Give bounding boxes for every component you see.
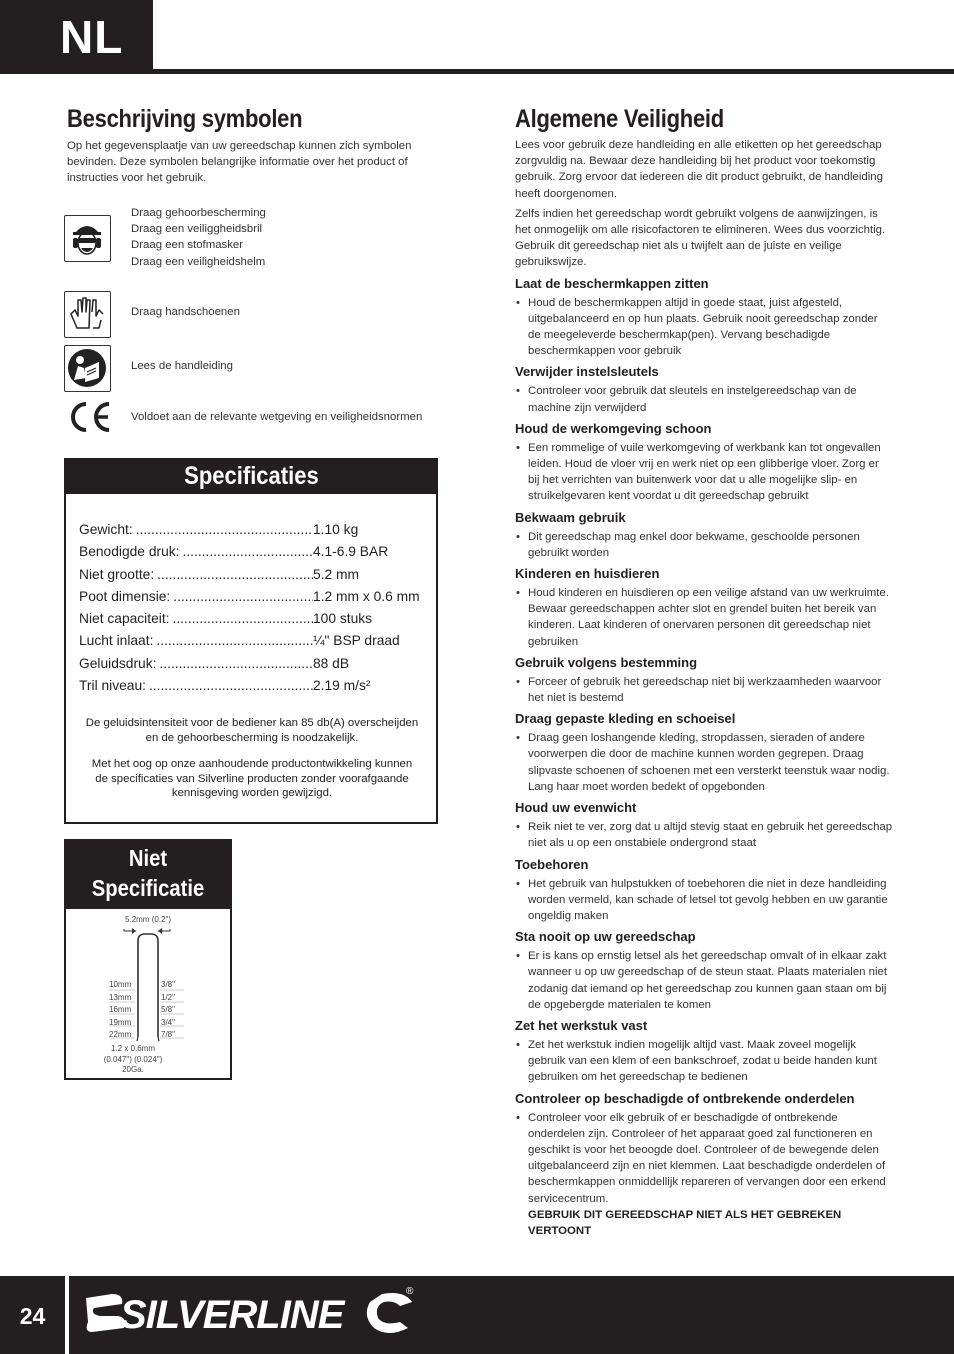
section-bullet: • Er is kans op ernstig letsel als het gereedschap omvalt of in elkaar zakt wanneer u op uw gereedschap of de steun staat. Plaats materialen niet zodanig dat iemand op het gereedschap zou kunnen gaan staan om bij de opgebergde materialen te komen	[515, 948, 893, 1013]
section-bullet: • Forceer of gebruik het gereedschap niet bij werkzaamheden waarvoor het niet is bestemd	[515, 674, 893, 706]
spec-row: Geluidsdruk: ..... 88 dB	[79, 653, 431, 675]
header-rule	[153, 69, 954, 74]
spec-row: Niet capaciteit: ..... 100 stuks	[79, 608, 431, 630]
section-bullet: • Zet het werkstuk indien mogelijk altijd vast. Maak zoveel mogelijk gebruik van een klem of een bankschroef, zodat u beide handen kunt gebruiken om het gereedschap te bedienen	[515, 1037, 893, 1086]
spec-row: Benodigde druk: ..... 4.1-6.9 BAR	[79, 541, 431, 563]
spec-row: Poot dimensie: ..... 1.2 mm x 0.6 mm	[79, 586, 431, 608]
safety-intro-2: Zelfs indien het gereedschap wordt gebruikt volgens de aanwijzingen, is het onmogelijk om alle risicofactoren te elimineren. Wees dus voorzichtig. Gebruik dit gereedschap niet als u twijfelt aan de juiste en veilige gebruikswijze.	[515, 207, 886, 269]
read-manual-icon	[64, 345, 111, 392]
ppe-head-icon	[64, 215, 111, 262]
section-bullet: • Het gebruik van hulpstukken of toebehoren die niet in deze handleiding worden vermeld, kan schade of letsel tot gevolg hebben en uw garantie ongeldig maken	[515, 876, 893, 925]
section-bullet: • Draag geen loshangende kleding, stropdassen, sieraden of andere voorwerpen die door de machine kunnen worden gegrepen. Draag slipvaste schoenen of schoenen met een versterkt teenstuk waar nodig. Lang haar moet worden bedekt of opgebonden	[515, 730, 893, 795]
section-bullet: • Houd de beschermkappen altijd in goede staat, juist afgesteld, uitgebalanceerd en op hun plaats. Gebruik nooit gereedschap zonder de meegeleverde beschermkap(pen). Vervang beschadigde beschermkappen voor gebruik	[515, 295, 893, 360]
specs-disclaimer: Met het oog op onze aanhoudende productontwikkeling kunnen de specificaties van Silverline producten zonder voorafgaande kennisgeving worden gewijzigd.	[91, 758, 413, 799]
symbol-ce-text: Voldoet aan de relevante wetgeving en veiligheidsnormen	[131, 411, 423, 423]
section-heading: Houd uw evenwicht	[515, 800, 637, 816]
spec-row: Niet grootte: ..... 5.2 mm	[79, 564, 431, 586]
symbols-intro: Op het gegevensplaatje van uw gereedschap kunnen zich symbolen bevinden. Deze symbolen belangrijke informatie over het product of instructies voor het gebruik.	[67, 140, 412, 185]
symbols-title: Beschrijving symbolen	[67, 105, 303, 133]
symbol-ppe-text: Draag gehoorbescherming Draag een veiliggheidsbril Draag een stofmasker Draag een veiligheidshelm	[131, 207, 266, 268]
gloves-icon	[64, 291, 111, 338]
section-bullet: • Een rommelige of vuile werkomgeving of werkbank kan tot ongevallen leiden. Houd de vloer vrij en werk niet op een glibberige vloer. Zorg er bij het verrichten van buitenwerk voor dat u alle mogelijke slip- en struikelgevaren kent voordat u dit gereedschap gebruikt	[515, 440, 893, 505]
section-heading: Gebruik volgens bestemming	[515, 654, 698, 670]
silverline-logo-mark	[82, 1284, 422, 1340]
page-number: 24	[0, 1276, 65, 1354]
safety-content	[515, 137, 893, 1239]
specs-title: Specificaties	[64, 458, 438, 494]
staple-dimensions: 1.2 x 0.6mm (0.047") (0.024") 20Ga.	[103, 1044, 163, 1074]
section-heading: Zet het werkstuk vast	[515, 1017, 648, 1033]
section-heading: Toebehoren	[515, 856, 589, 872]
section-bullet: • Controleer voor elk gebruik of er beschadigde of ontbrekende onderdelen zijn. Controleer of het apparaat goed zal functioneren en geschikt is voor het beoogde doel. Controleer of de bewegende delen uitgebalanceerd zijn en niet klemmen. Laat beschadigde onderdelen of beschermkappen onmiddellijk repareren of vervangen door een erkend servicecentrum.	[515, 1110, 893, 1207]
section-bullet: • Dit gereedschap mag enkel door bekwame, geschoolde personen gebruikt worden	[515, 529, 893, 561]
staple-diagram	[66, 911, 230, 1078]
spec-row: Tril niveau: ..... 2.19 m/s²	[79, 675, 431, 697]
spec-row: Lucht inlaat: ..... ¼" BSP draad	[79, 630, 431, 652]
section-heading: Draag gepaste kleding en schoeisel	[515, 711, 736, 727]
specs-table	[79, 519, 431, 697]
section-bullet: • Reik niet te ver, zorg dat u altijd stevig staat en gebruik het gereedschap niet als u op een onstabiele ondergrond staat	[515, 819, 893, 851]
section-heading: Houd de werkomgeving schoon	[515, 420, 712, 436]
defect-warning: GEBRUIK DIT GEREEDSCHAP NIET ALS HET GEBREKEN VERTOONT	[528, 1208, 842, 1237]
staple-title: Niet Specificatie	[64, 839, 232, 909]
section-heading: Controleer op beschadigde of ontbrekende onderdelen	[515, 1090, 855, 1106]
staple-mm-lengths: 10mm 13mm 16mm 19mm 22mm	[109, 980, 132, 1039]
section-bullet: • Houd kinderen en huisdieren op een veilige afstand van uw werkruimte. Bewaar gereedschappen achter slot en grendel buiten het bereik van kinderen. Laat kinderen of onervaren personen dit gereedschap niet gebruiken	[515, 585, 893, 650]
section-heading: Laat de beschermkappen zitten	[515, 275, 709, 291]
spec-row: Gewicht: ..... 1.10 kg	[79, 519, 431, 541]
silverline-logo	[82, 1284, 422, 1340]
language-badge: NL	[0, 0, 153, 74]
section-heading: Verwijder instelsleutels	[515, 364, 659, 380]
section-heading: Sta nooit op uw gereedschap	[515, 929, 696, 945]
safety-title: Algemene Veiligheid	[515, 105, 724, 133]
section-heading: Bekwaam gebruik	[515, 509, 626, 525]
safety-intro-1: Lees voor gebruik deze handleiding en alle etiketten op het gereedschap zorgvuldig na. Bewaar deze handleiding bij het product voor toekomstig gebruik. Zorg ervoor dat iedereen die dit product gebruikt, de handleiding heeft doorgenomen.	[515, 139, 883, 200]
symbol-gloves-text: Draag handschoenen	[131, 306, 240, 318]
staple-inch-lengths: 3/8" 1/2" 5/8" 3/4" 7/8"	[161, 980, 175, 1039]
registered-mark: ®	[406, 1286, 414, 1297]
staple-width-label: 5.2mm (0.2")	[125, 915, 171, 924]
section-bullet: • Controleer voor gebruik dat sleutels en instelgereedschap van de machine zijn verwijderd	[515, 383, 893, 415]
specs-noise-note: De geluidsintensiteit voor de bediener kan 85 db(A) overscheijden en de gehoorbescherming is noodzakelijk.	[85, 717, 419, 744]
symbol-manual-text: Lees de handleiding	[131, 360, 233, 372]
ce-mark-icon	[66, 399, 114, 435]
logo-wordmark: SILVERLINE	[120, 1293, 344, 1337]
section-heading: Kinderen en huisdieren	[515, 566, 660, 582]
